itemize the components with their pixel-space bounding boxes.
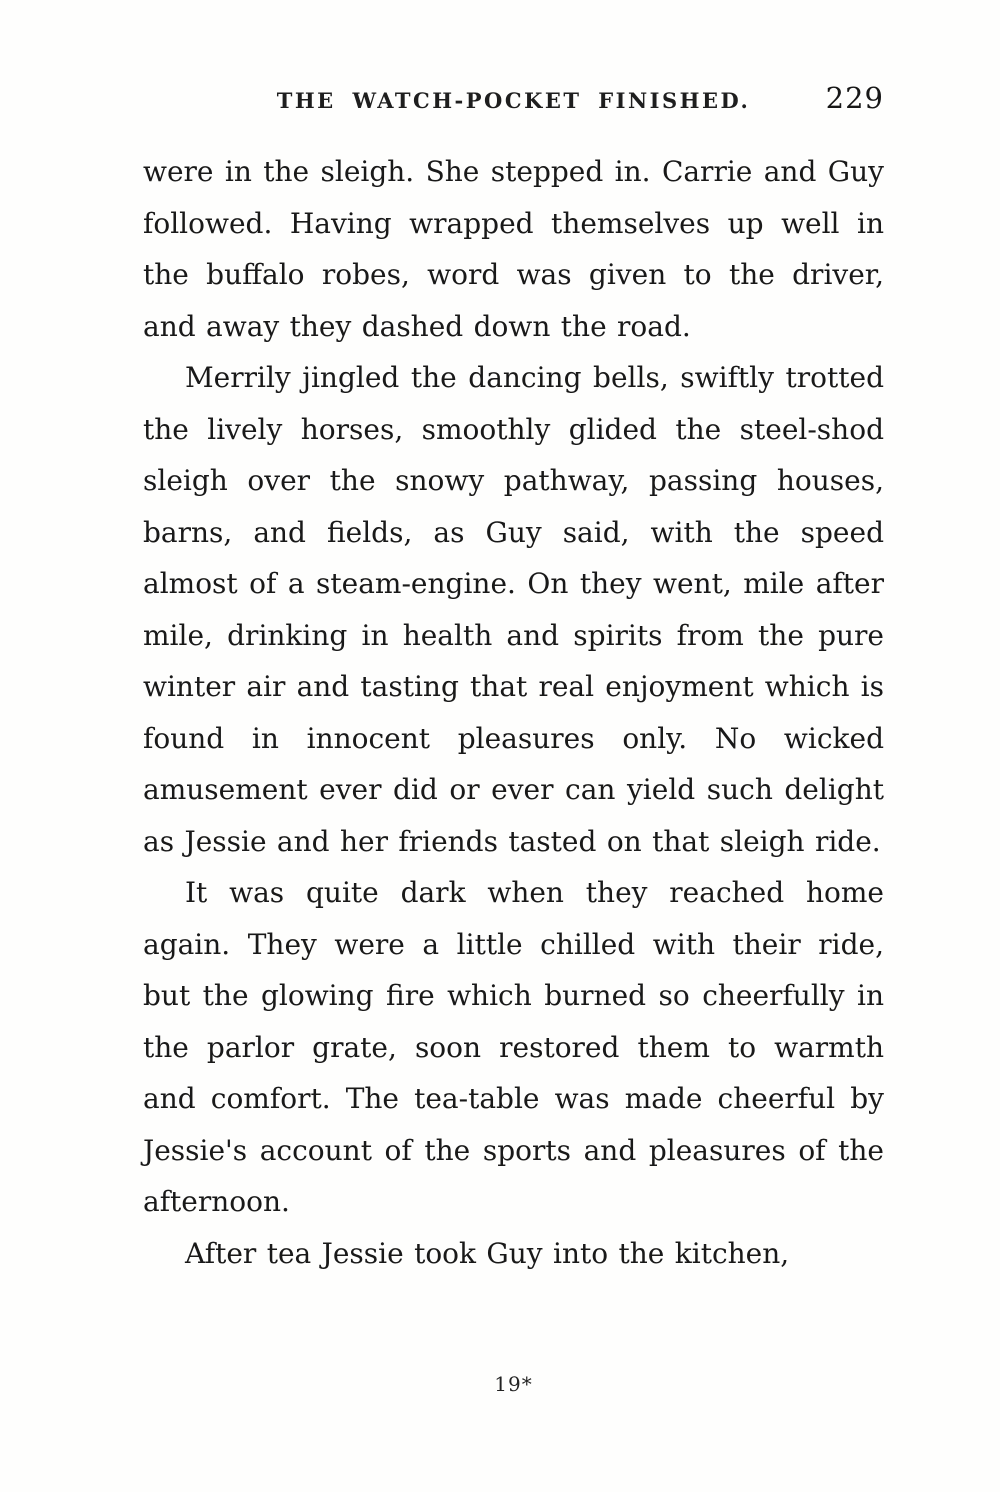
paragraph: It was quite dark when they reached home again. They were a little chilled with their ride, but the glowing fire which burned so cheerfully in the parlor grate, soon restored them to warmth and comfort. The tea-table was made cheerful by Jessie's account of the sports and pleasures of the afternoon. — [143, 876, 884, 1218]
page-footer — [143, 1372, 884, 1396]
paragraph: After tea Jessie took Guy into the kitchen, — [185, 1236, 790, 1270]
paragraph: were in the sleigh. She stepped in. Carrie and Guy followed. Having wrapped themselves up well in the buffalo robes, word was given to the driver, and away they dashed down the road. — [143, 155, 884, 343]
paragraph: Merrily jingled the dancing bells, swiftly trotted the lively horses, smoothly glided the steel-shod sleigh over the snowy pathway, passing houses, barns, and fields, as Guy said, with the speed almost of a steam-engine. On they went, mile after mile, drinking in health and spirits from the pure winter air and tasting that real enjoyment which is found in innocent pleasures only. No wicked amusement ever did or ever can yield such delight as Jessie and her friends tasted on that sleigh ride. — [143, 361, 884, 858]
page-body — [143, 146, 884, 1279]
running-title: THE WATCH-POCKET FINISHED. — [276, 88, 751, 113]
signature-mark: 19* — [494, 1372, 533, 1396]
page-number: 229 — [825, 81, 884, 115]
page-header — [143, 81, 884, 120]
